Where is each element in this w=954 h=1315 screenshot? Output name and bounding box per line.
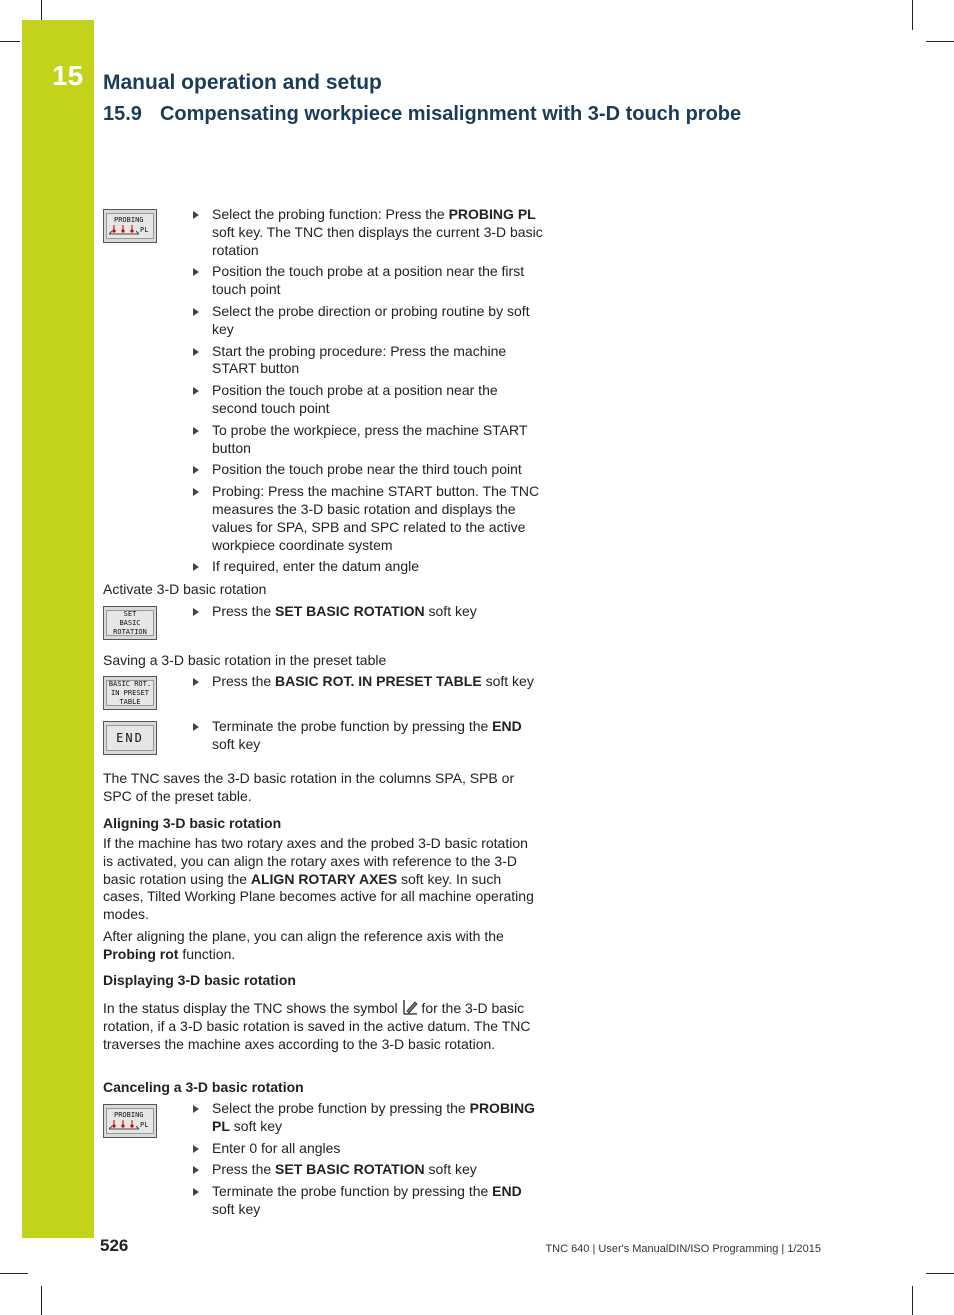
step-item — [193, 461, 543, 479]
step-item — [193, 1100, 543, 1136]
displaying-heading: Displaying 3-D basic rotation — [103, 972, 296, 988]
step-item — [193, 382, 543, 418]
bullet-triangle-icon — [193, 563, 199, 571]
bullet-triangle-icon — [193, 1166, 199, 1174]
step-text: Terminate the probe function by pressing the — [212, 718, 493, 734]
step-item — [193, 1183, 543, 1219]
step-text: Probing: Press the machine START button. The TNC measures the 3-D basic rotation and displays the values for SPA, SPB and SPC related to the active workpiece coordinate system — [212, 483, 540, 553]
step-text: Position the touch probe near the third touch point — [212, 461, 522, 478]
step-item — [193, 718, 543, 754]
end-step — [193, 718, 543, 758]
preset-step — [193, 673, 543, 695]
basic-rotation-symbol-icon — [402, 999, 418, 1015]
step-item — [193, 343, 543, 379]
bullet-triangle-icon — [193, 1188, 199, 1196]
step-item — [193, 206, 543, 259]
step-text: soft key — [424, 603, 477, 619]
step-item — [193, 673, 543, 691]
step-text: soft key — [212, 1200, 261, 1217]
text: for the 3-D basic rotation, if a 3-D basic rotation is saved in the active datum. The TNC traverses the machine axes according to the 3-D basic rotation. — [103, 1000, 531, 1052]
softkey-reference: PROBING PL — [448, 206, 536, 222]
softkey-label: END — [116, 730, 144, 745]
probing-steps-list — [193, 206, 543, 580]
bullet-triangle-icon — [193, 1105, 199, 1113]
bullet-triangle-icon — [193, 608, 199, 616]
crop-mark — [926, 1273, 954, 1274]
softkey-face — [106, 1108, 154, 1134]
crop-mark — [0, 41, 20, 42]
step-text: soft key — [212, 735, 261, 752]
crop-mark — [912, 1286, 913, 1315]
bullet-triangle-icon — [193, 466, 199, 474]
chapter-title: Manual operation and setup — [103, 71, 382, 94]
softkey-reference: SET BASIC ROTATION — [275, 603, 425, 619]
softkey-label-line2: IN PRESET — [111, 688, 149, 697]
text: function. — [178, 945, 236, 962]
softkey-reference: END — [492, 718, 522, 734]
step-text: If required, enter the datum angle — [212, 558, 420, 575]
step-text: soft key — [481, 673, 534, 689]
softkey-face — [106, 610, 154, 636]
bullet-triangle-icon — [193, 268, 199, 276]
softkey-face — [106, 680, 154, 706]
step-text: Select the probe function by pressing the — [212, 1100, 470, 1116]
step-text: Press the — [212, 603, 276, 619]
crop-mark — [41, 0, 42, 20]
softkey-face — [106, 725, 154, 751]
canceling-steps-list — [193, 1100, 543, 1223]
aligning-heading: Aligning 3-D basic rotation — [103, 815, 282, 831]
step-text: Start the probing procedure: Press the machine START button — [212, 342, 507, 377]
text: soft key. In such cases, Tilted Working Plane becomes active for all machine operating modes. — [103, 870, 534, 923]
softkey-label-line3: TABLE — [119, 697, 141, 706]
step-text: soft key — [229, 1117, 283, 1134]
aligning-paragraph-2 — [103, 928, 543, 964]
step-text: soft key. The TNC then displays the current 3-D basic rotation — [212, 223, 543, 258]
step-text: Select the probing function: Press the — [212, 206, 449, 222]
displaying-paragraph — [103, 999, 533, 1053]
text: If the machine has two rotary axes and the probed 3-D basic rotation is activated, you can align the rotary axes with reference to the 3-D basic rotation using the — [103, 835, 528, 887]
section-title — [103, 103, 741, 126]
bullet-triangle-icon — [193, 678, 199, 686]
bullet-triangle-icon — [193, 488, 199, 496]
softkey-face — [106, 213, 154, 239]
page-number: 526 — [100, 1236, 129, 1255]
step-text: Enter 0 for all angles — [212, 1139, 341, 1156]
probing-pl-softkey[interactable] — [103, 209, 157, 243]
softkey-label-line1: PROBING — [114, 1110, 144, 1119]
end-softkey[interactable] — [103, 721, 157, 755]
chapter-number: 15 — [52, 60, 84, 91]
softkey-label-line3: ROTATION — [113, 627, 147, 636]
probing-rot-key: Probing rot — [103, 945, 179, 962]
step-text: Press the — [212, 673, 276, 689]
set-basic-rotation-softkey[interactable] — [103, 606, 157, 640]
step-item — [193, 422, 543, 458]
probe-plane-icon — [108, 1120, 140, 1132]
text: In the status display the TNC shows the symbol — [103, 1000, 402, 1016]
bullet-triangle-icon — [193, 211, 199, 219]
bullet-triangle-icon — [193, 723, 199, 731]
align-rotary-axes-key: ALIGN ROTARY AXES — [250, 870, 398, 887]
basic-rot-preset-softkey[interactable] — [103, 676, 157, 710]
bullet-triangle-icon — [193, 348, 199, 356]
step-text: Press the — [212, 1161, 276, 1178]
chapter-color-bar — [22, 20, 94, 1238]
softkey-label-line1: SET — [123, 609, 137, 618]
aligning-paragraph-1 — [103, 835, 541, 924]
step-text: Position the touch probe at a position near the first touch point — [212, 263, 525, 298]
crop-mark — [0, 1273, 28, 1274]
step-text: Select the probe direction or probing routine by soft key — [212, 302, 530, 337]
step-item — [193, 1161, 543, 1179]
activate-label: Activate 3-D basic rotation — [103, 581, 267, 597]
probe-plane-icon — [108, 225, 140, 237]
softkey-label-line1: BASIC ROT. — [108, 679, 152, 688]
saving-label: Saving a 3-D basic rotation in the preset table — [103, 652, 387, 668]
softkey-label-line2: PL — [140, 226, 149, 234]
probing-pl-softkey[interactable] — [103, 1104, 157, 1138]
set-basic-step — [193, 603, 543, 625]
text: After aligning the plane, you can align the reference axis with the — [103, 928, 504, 944]
step-item — [193, 603, 543, 621]
step-text: Terminate the probe function by pressing the — [212, 1183, 493, 1200]
footer-text: TNC 640 | User's ManualDIN/ISO Programming | 1/2015 — [545, 1243, 821, 1255]
softkey-reference: END — [492, 1183, 522, 1200]
bullet-triangle-icon — [193, 387, 199, 395]
bullet-triangle-icon — [193, 308, 199, 316]
section-number: 15.9 — [103, 103, 142, 125]
step-item — [193, 1140, 543, 1158]
softkey-label-line1: PROBING — [114, 215, 144, 224]
softkey-reference: SET BASIC ROTATION — [275, 1161, 425, 1178]
softkey-label-line2: PL — [140, 1121, 149, 1129]
step-item — [193, 303, 543, 339]
step-item — [193, 558, 543, 576]
softkey-reference: PROBING PL — [212, 1100, 535, 1134]
step-item — [193, 263, 543, 299]
crop-mark — [926, 41, 954, 42]
crop-mark — [41, 1286, 42, 1315]
bullet-triangle-icon — [193, 1145, 199, 1153]
softkey-reference: BASIC ROT. IN PRESET TABLE — [275, 673, 482, 689]
bullet-triangle-icon — [193, 427, 199, 435]
saves-paragraph: The TNC saves the 3-D basic rotation in the columns SPA, SPB or SPC of the preset table. — [103, 770, 515, 804]
canceling-heading: Canceling a 3-D basic rotation — [103, 1079, 304, 1095]
step-text: Position the touch probe at a position near the second touch point — [212, 382, 498, 416]
crop-mark — [912, 0, 913, 30]
section-title-text: Compensating workpiece misalignment with 3-D touch probe — [159, 103, 742, 125]
softkey-label-line2: BASIC — [119, 618, 141, 627]
step-text: To probe the workpiece, press the machine START button — [212, 421, 528, 456]
step-text: soft key — [424, 1161, 477, 1178]
step-item — [193, 483, 543, 554]
